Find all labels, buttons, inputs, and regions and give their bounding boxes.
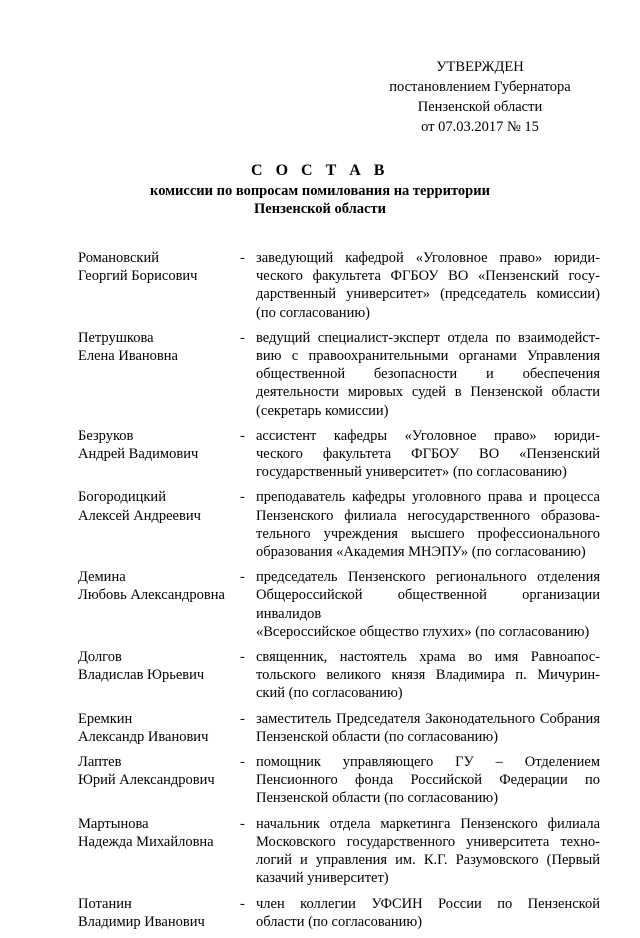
member-name: Мартынова Надежда Михайловна xyxy=(78,815,214,850)
member-name: Романовский Георгий Борисович xyxy=(78,250,198,285)
member-role-line: священник, настоятель храма во имя Равноапос- xyxy=(256,649,600,666)
member-role-line: Пенсионного фонда Российской Федерации по xyxy=(256,772,600,789)
member-dash: - xyxy=(240,710,245,727)
member-role-line: Московского государственного университета техно- xyxy=(256,833,600,850)
member-role xyxy=(256,427,600,482)
member-role-line: Пензенской области (по согласованию) xyxy=(256,728,499,745)
member-dash: - xyxy=(240,569,245,586)
member-name: Еремкин Александр Иванович xyxy=(78,710,209,745)
title-heading: С О С Т А В xyxy=(251,162,389,179)
approval-region: Пензенской области xyxy=(417,99,543,115)
member-role xyxy=(256,329,600,420)
member-dash: - xyxy=(240,815,245,832)
member-role-line: заместитель Председателя Законодательного Собрания xyxy=(256,710,600,727)
approval-title: УТВЕРЖДЕН xyxy=(436,59,524,75)
member-dash: - xyxy=(240,489,245,506)
member-role-line: председатель Пензенского регионального отделения xyxy=(256,569,600,586)
member-name: Петрушкова Елена Ивановна xyxy=(78,329,178,365)
member-row xyxy=(78,329,600,420)
member-role-line: помощник управляющего ГУ – Отделением xyxy=(256,754,600,771)
member-role xyxy=(256,815,600,888)
member-role-line: государственный университет» (по согласованию) xyxy=(256,464,567,481)
member-role-line: Общероссийской общественной организации инвалидов xyxy=(256,587,600,622)
member-role-line: казачий университет) xyxy=(256,870,389,887)
approval-date-number: от 07.03.2017 № 15 xyxy=(421,119,539,135)
member-role-line: «Всероссийское общество глухих» (по согласованию) xyxy=(256,623,590,640)
member-role-line: начальник отдела маркетинга Пензенского филиала xyxy=(256,815,600,832)
member-dash: - xyxy=(240,329,245,346)
member-role xyxy=(256,249,600,322)
member-row xyxy=(78,710,600,746)
member-dash: - xyxy=(240,250,245,266)
member-role xyxy=(256,648,600,703)
member-name: Безруков Андрей Вадимович xyxy=(78,427,199,463)
member-row xyxy=(78,815,600,888)
member-role xyxy=(256,488,600,561)
member-role-line: заведующий кафедрой «Уголовное право» юриди- xyxy=(256,250,600,266)
member-role-line: образования «Академия МНЭПУ» (по согласованию) xyxy=(256,544,586,561)
member-role-line: тольского великого князя Владимира п. Мичурин- xyxy=(256,667,600,684)
member-dash: - xyxy=(240,895,245,912)
member-role-line: общественной безопасности и обеспечения xyxy=(256,366,600,383)
member-role-line: член коллегии УФСИН России по Пензенской xyxy=(256,895,600,912)
member-row xyxy=(78,895,600,931)
member-dash: - xyxy=(240,649,245,666)
member-row xyxy=(78,249,600,322)
member-row xyxy=(78,753,600,808)
member-role-line: вию с правоохранительными органами Управления xyxy=(256,348,600,365)
member-role-line: Пензенской области (по согласованию) xyxy=(256,790,499,807)
member-name: Лаптев Юрий Александрович xyxy=(78,754,215,789)
member-name: Демина Любовь Александровна xyxy=(78,569,225,604)
approval-decree: постановлением Губернатора xyxy=(389,79,571,95)
member-role xyxy=(256,753,600,808)
member-role-line: ческого факультета ФГБОУ ВО «Пензенский xyxy=(256,446,600,463)
member-role xyxy=(256,895,600,931)
member-role-line: (по согласованию) xyxy=(256,304,370,321)
member-role-line: дарственный университет» (председатель комиссии) xyxy=(256,286,600,303)
member-row xyxy=(78,488,600,561)
approval-stamp xyxy=(370,57,590,137)
member-role-line: ассистент кафедры «Уголовное право» юриди- xyxy=(256,427,600,444)
member-role-line: ский (по согласованию) xyxy=(256,685,403,702)
members-list xyxy=(78,249,600,938)
member-row xyxy=(78,427,600,482)
member-role xyxy=(256,710,600,746)
member-role-line: (секретарь комиссии) xyxy=(256,402,389,419)
member-role-line: логий и управления им. К.Г. Разумовского (Первый xyxy=(256,852,600,869)
member-dash: - xyxy=(240,754,245,771)
member-name: Потанин Владимир Иванович xyxy=(78,895,205,930)
member-role-line: преподаватель кафедры уголовного права и процесса xyxy=(256,489,600,506)
member-row xyxy=(78,568,600,641)
member-name: Долгов Владислав Юрьевич xyxy=(78,649,205,684)
member-row xyxy=(78,648,600,703)
member-dash: - xyxy=(240,427,245,444)
member-role-line: ведущий специалист-эксперт отдела по взаимодейст- xyxy=(256,329,600,346)
member-role-line: Пензенского филиала негосударственного образова- xyxy=(256,507,600,524)
document-title xyxy=(0,160,640,218)
title-line-2: Пензенской области xyxy=(254,201,386,217)
member-name: Богородицкий Алексей Андреевич xyxy=(78,489,201,524)
member-role-line: тельного учреждения высшего профессионального xyxy=(256,525,600,542)
member-role-line: ческого факультета ФГБОУ ВО «Пензенский госу- xyxy=(256,268,600,285)
member-role-line: области (по согласованию) xyxy=(256,913,423,930)
title-line-1: комиссии по вопросам помилования на территории xyxy=(150,183,490,199)
member-role xyxy=(256,568,600,641)
member-role-line: деятельности мировых судей в Пензенской области xyxy=(256,384,600,401)
